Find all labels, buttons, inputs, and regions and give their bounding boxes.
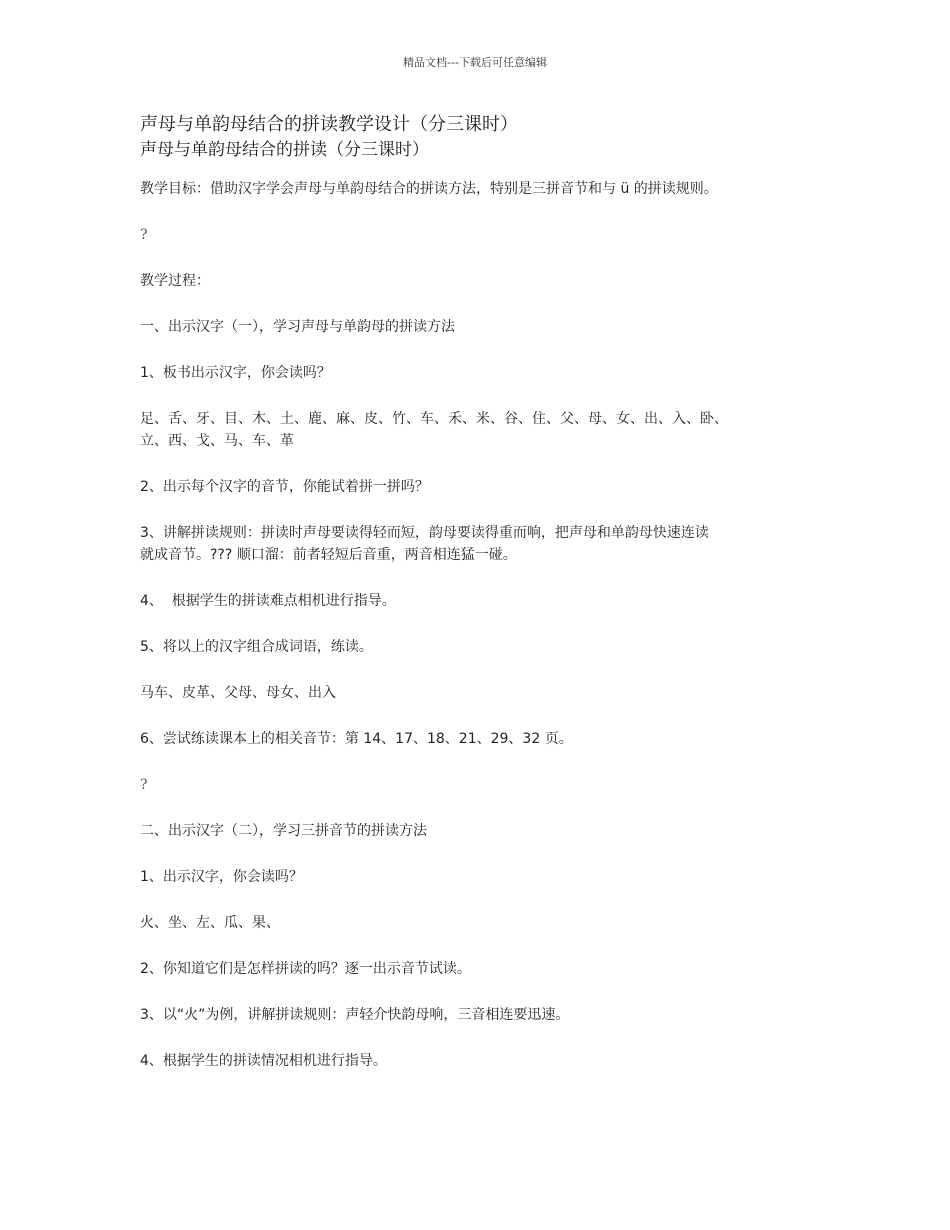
step-2-4: 4、根据学生的拼读情况相机进行指导。 (140, 1053, 387, 1069)
word-list: 马车、皮革、父母、母女、出入 (140, 685, 336, 701)
page-header: 精品文档---下载后可任意编辑 (403, 56, 547, 69)
section-heading-1: 一、出示汉字（一），学习声母与单韵母的拼读方法 (140, 319, 455, 335)
step-2-1: 1、出示汉字，你会读吗？ (140, 869, 303, 885)
placeholder-mark: ? (140, 777, 148, 793)
step-1-4: 4、 根据学生的拼读难点相机进行指导。 (140, 593, 396, 609)
step-1-1: 1、板书出示汉字，你会读吗？ (140, 365, 331, 381)
step-2-2: 2、你知道它们是怎样拼读的吗？逐一出示音节试读。 (140, 961, 471, 977)
step-1-5: 5、将以上的汉字组合成词语，练读。 (140, 639, 373, 655)
step-2-3: 3、以“火”为例，讲解拼读规则：声轻介快韵母响，三音相连要迅速。 (140, 1007, 570, 1023)
placeholder-mark: ? (140, 227, 148, 243)
document-body (140, 112, 820, 1096)
process-heading: 教学过程： (140, 273, 210, 289)
character-list-2: 火、坐、左、瓜、果、 (140, 915, 280, 931)
character-list-1: 足、舌、牙、目、木、土、鹿、麻、皮、竹、车、禾、米、谷、住、父、母、女、出、入、卧、 立、西、戈、马、车、革 (140, 411, 728, 449)
step-1-2: 2、出示每个汉字的音节，你能试着拼一拼吗？ (140, 479, 429, 495)
teaching-goal: 教学目标：借助汉字学会声母与单韵母结合的拼读方法，特别是三拼音节和与 ü 的拼读规则。 (140, 181, 718, 197)
step-1-6: 6、尝试练读课本上的相关音节：第 14、17、18、21、29、32 页。 (140, 731, 573, 747)
step-1-3: 3、讲解拼读规则：拼读时声母要读得轻而短，韵母要读得重而响，把声母和单韵母快速连读 就成音节。??? 顺口溜：前者轻短后音重，两音相连猛一碰。 (140, 525, 709, 563)
document-subtitle: 声母与单韵母结合的拼读（分三课时） (140, 140, 429, 160)
document-title: 声母与单韵母结合的拼读教学设计（分三课时） (140, 114, 518, 135)
section-heading-2: 二、出示汉字（二），学习三拼音节的拼读方法 (140, 823, 427, 839)
